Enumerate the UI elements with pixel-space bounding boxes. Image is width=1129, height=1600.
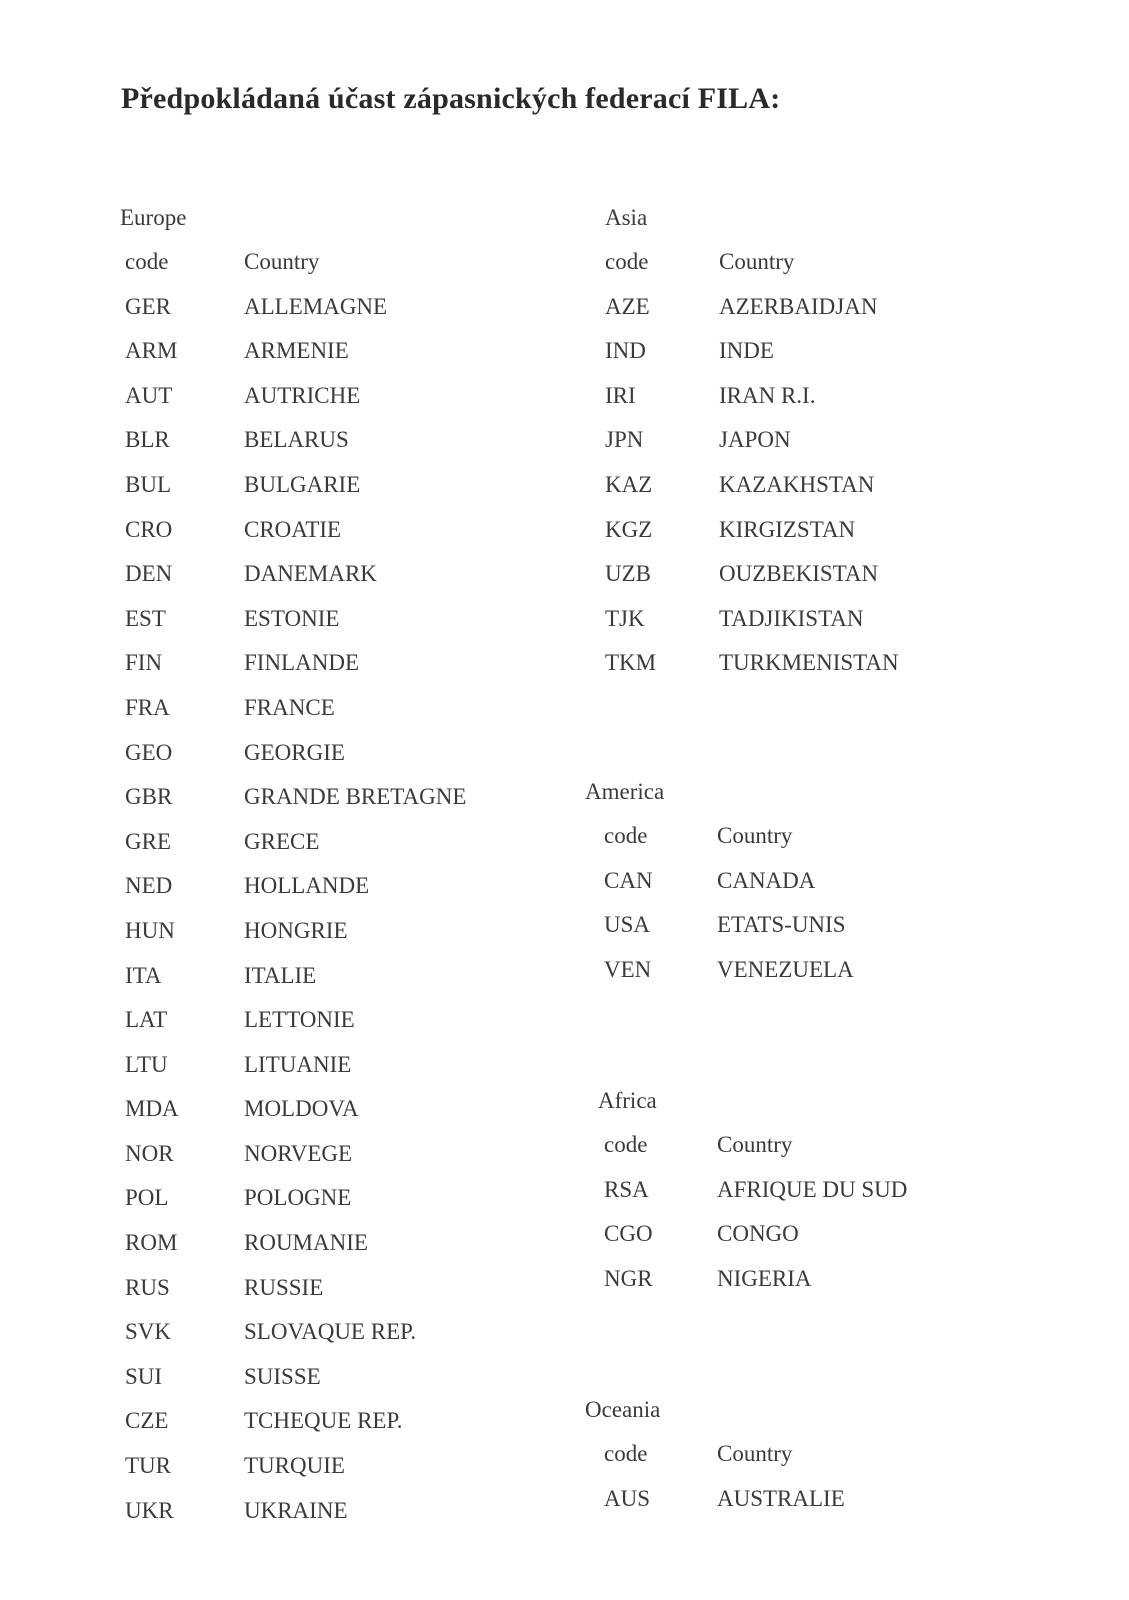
country-name: HONGRIE (244, 917, 348, 943)
table-row (120, 917, 348, 962)
country-name: SLOVAQUE REP. (244, 1319, 417, 1345)
table-row (120, 783, 467, 828)
table-row (598, 1265, 812, 1310)
country-code: GRE (125, 828, 171, 854)
country-code: SVK (125, 1319, 172, 1345)
table-row (120, 1407, 403, 1452)
country-code: EST (125, 605, 166, 631)
table-row (120, 1095, 359, 1140)
country-column-header: Country (244, 249, 320, 274)
code-column-header: code (605, 249, 649, 274)
country-code: TUR (125, 1453, 171, 1479)
country-code: BUL (125, 471, 171, 497)
region-heading: Asia (605, 205, 648, 230)
country-code: JPN (605, 427, 644, 453)
country-code: UKR (125, 1497, 174, 1523)
country-name: TCHEQUE REP. (244, 1408, 403, 1434)
country-code: NOR (125, 1140, 174, 1166)
table-row (605, 605, 864, 650)
country-name: CROATIE (244, 516, 342, 542)
country-name: AUSTRALIE (717, 1485, 845, 1511)
country-code: TJK (605, 605, 645, 631)
table-row (605, 560, 879, 605)
country-column-header: Country (717, 1441, 793, 1466)
country-code: AUT (125, 382, 173, 408)
country-code: GER (125, 293, 171, 319)
code-column-header: code (604, 823, 648, 848)
country-code: ITA (125, 962, 162, 988)
country-name: CANADA (717, 867, 816, 893)
region-heading: America (585, 779, 665, 804)
table-row (598, 1176, 908, 1221)
code-column-header: code (125, 249, 169, 274)
table-row (120, 337, 349, 382)
column-header-row (585, 1440, 793, 1485)
table-row (598, 1220, 799, 1265)
country-code: VEN (604, 956, 652, 982)
country-code: ROM (125, 1230, 178, 1256)
code-column-header: code (604, 1441, 648, 1466)
table-row (605, 337, 774, 382)
table-row (605, 382, 816, 427)
country-name: POLOGNE (244, 1185, 352, 1211)
country-name: ROUMANIE (244, 1230, 368, 1256)
country-code: UZB (605, 561, 651, 587)
region-asia (605, 204, 899, 694)
country-name: KIRGIZSTAN (719, 516, 856, 542)
country-name: AFRIQUE DU SUD (717, 1176, 908, 1202)
country-code: RSA (604, 1176, 649, 1202)
table-row (120, 1318, 417, 1363)
country-code: IRI (605, 382, 636, 408)
country-name: GRECE (244, 828, 320, 854)
country-code: CRO (125, 516, 173, 542)
country-name: GRANDE BRETAGNE (244, 784, 467, 810)
country-name: UKRAINE (244, 1497, 348, 1523)
table-row (120, 605, 340, 650)
table-row (120, 426, 349, 471)
country-code: LAT (125, 1007, 168, 1033)
country-code: AZE (605, 293, 650, 319)
table-row (605, 293, 878, 338)
country-name: VENEZUELA (717, 956, 854, 982)
table-row (585, 867, 816, 912)
country-code: KGZ (605, 516, 653, 542)
country-code: IND (605, 338, 646, 364)
country-code: TKM (605, 650, 657, 676)
country-code: FRA (125, 694, 170, 720)
table-row (605, 471, 875, 516)
country-name: CONGO (717, 1221, 799, 1247)
country-code: NGR (604, 1265, 653, 1291)
country-name: ETATS-UNIS (717, 912, 846, 938)
country-code: USA (604, 912, 651, 938)
table-row (585, 956, 854, 1001)
table-row (120, 828, 320, 873)
region-europe (120, 204, 467, 1541)
country-name: LETTONIE (244, 1007, 355, 1033)
table-row (120, 1140, 353, 1185)
country-code: ARM (125, 338, 178, 364)
country-name: ITALIE (244, 962, 317, 988)
country-name: AZERBAIDJAN (719, 293, 878, 319)
table-row (120, 1229, 368, 1274)
country-code: RUS (125, 1274, 170, 1300)
country-column-header: Country (719, 249, 795, 274)
country-code: CZE (125, 1408, 169, 1434)
country-name: INDE (719, 338, 774, 364)
country-name: NORVEGE (244, 1140, 353, 1166)
code-column-header: code (604, 1132, 648, 1157)
country-name: BELARUS (244, 427, 349, 453)
table-row (120, 872, 370, 917)
column-header-row (605, 248, 795, 293)
country-name: BULGARIE (244, 471, 361, 497)
country-code: LTU (125, 1051, 168, 1077)
table-row (120, 471, 361, 516)
table-row (605, 516, 856, 561)
table-row (120, 1274, 324, 1319)
country-name: GEORGIE (244, 739, 345, 765)
table-row (120, 1051, 352, 1096)
country-name: FRANCE (244, 694, 335, 720)
country-name: HOLLANDE (244, 873, 370, 899)
table-row (585, 911, 846, 956)
country-name: SUISSE (244, 1363, 321, 1389)
table-row (120, 1363, 321, 1408)
country-name: JAPON (719, 427, 791, 453)
country-name: OUZBEKISTAN (719, 561, 879, 587)
country-code: NED (125, 873, 173, 899)
table-row (120, 516, 342, 561)
region-africa (598, 1087, 908, 1309)
country-code: DEN (125, 561, 173, 587)
column-header-row (598, 1131, 793, 1176)
country-name: IRAN R.I. (719, 382, 816, 408)
country-name: TURKMENISTAN (719, 650, 899, 676)
country-column-header: Country (717, 1132, 793, 1157)
country-name: AUTRICHE (244, 382, 361, 408)
table-row (585, 1485, 845, 1530)
table-row (120, 293, 388, 338)
region-oceania (585, 1396, 845, 1529)
table-row (120, 560, 377, 605)
country-code: HUN (125, 917, 175, 943)
table-row (120, 739, 345, 784)
table-row (120, 1452, 345, 1497)
table-row (120, 649, 359, 694)
country-name: ALLEMAGNE (244, 293, 388, 319)
country-name: FINLANDE (244, 650, 359, 676)
country-code: AUS (604, 1485, 651, 1511)
country-code: CAN (604, 867, 653, 893)
column-header-row (120, 248, 320, 293)
country-name: LITUANIE (244, 1051, 352, 1077)
country-code: SUI (125, 1363, 163, 1389)
country-code: GEO (125, 739, 173, 765)
country-code: BLR (125, 427, 170, 453)
table-row (120, 1497, 348, 1542)
country-name: MOLDOVA (244, 1096, 359, 1122)
table-row (605, 426, 791, 471)
country-name: ESTONIE (244, 605, 340, 631)
country-code: FIN (125, 650, 163, 676)
country-code: CGO (604, 1221, 653, 1247)
table-row (605, 649, 899, 694)
region-heading: Africa (598, 1088, 657, 1113)
country-name: ARMENIE (244, 338, 349, 364)
country-column-header: Country (717, 823, 793, 848)
country-code: KAZ (605, 471, 653, 497)
country-name: RUSSIE (244, 1274, 324, 1300)
region-heading: Europe (120, 205, 187, 230)
country-name: DANEMARK (244, 561, 377, 587)
country-code: MDA (125, 1096, 179, 1122)
country-name: KAZAKHSTAN (719, 471, 875, 497)
table-row (120, 1006, 355, 1051)
table-row (120, 962, 317, 1007)
table-row (120, 382, 361, 427)
country-code: POL (125, 1185, 169, 1211)
country-name: TURQUIE (244, 1453, 345, 1479)
country-code: GBR (125, 784, 173, 810)
country-name: TADJIKISTAN (719, 605, 864, 631)
country-name: NIGERIA (717, 1265, 812, 1291)
column-header-row (585, 822, 793, 867)
table-row (120, 694, 335, 739)
region-heading: Oceania (585, 1397, 661, 1422)
page-title: Předpokládaná účast zápasnických federací FILA: (121, 82, 781, 115)
table-row (120, 1184, 352, 1229)
region-america (585, 778, 854, 1000)
